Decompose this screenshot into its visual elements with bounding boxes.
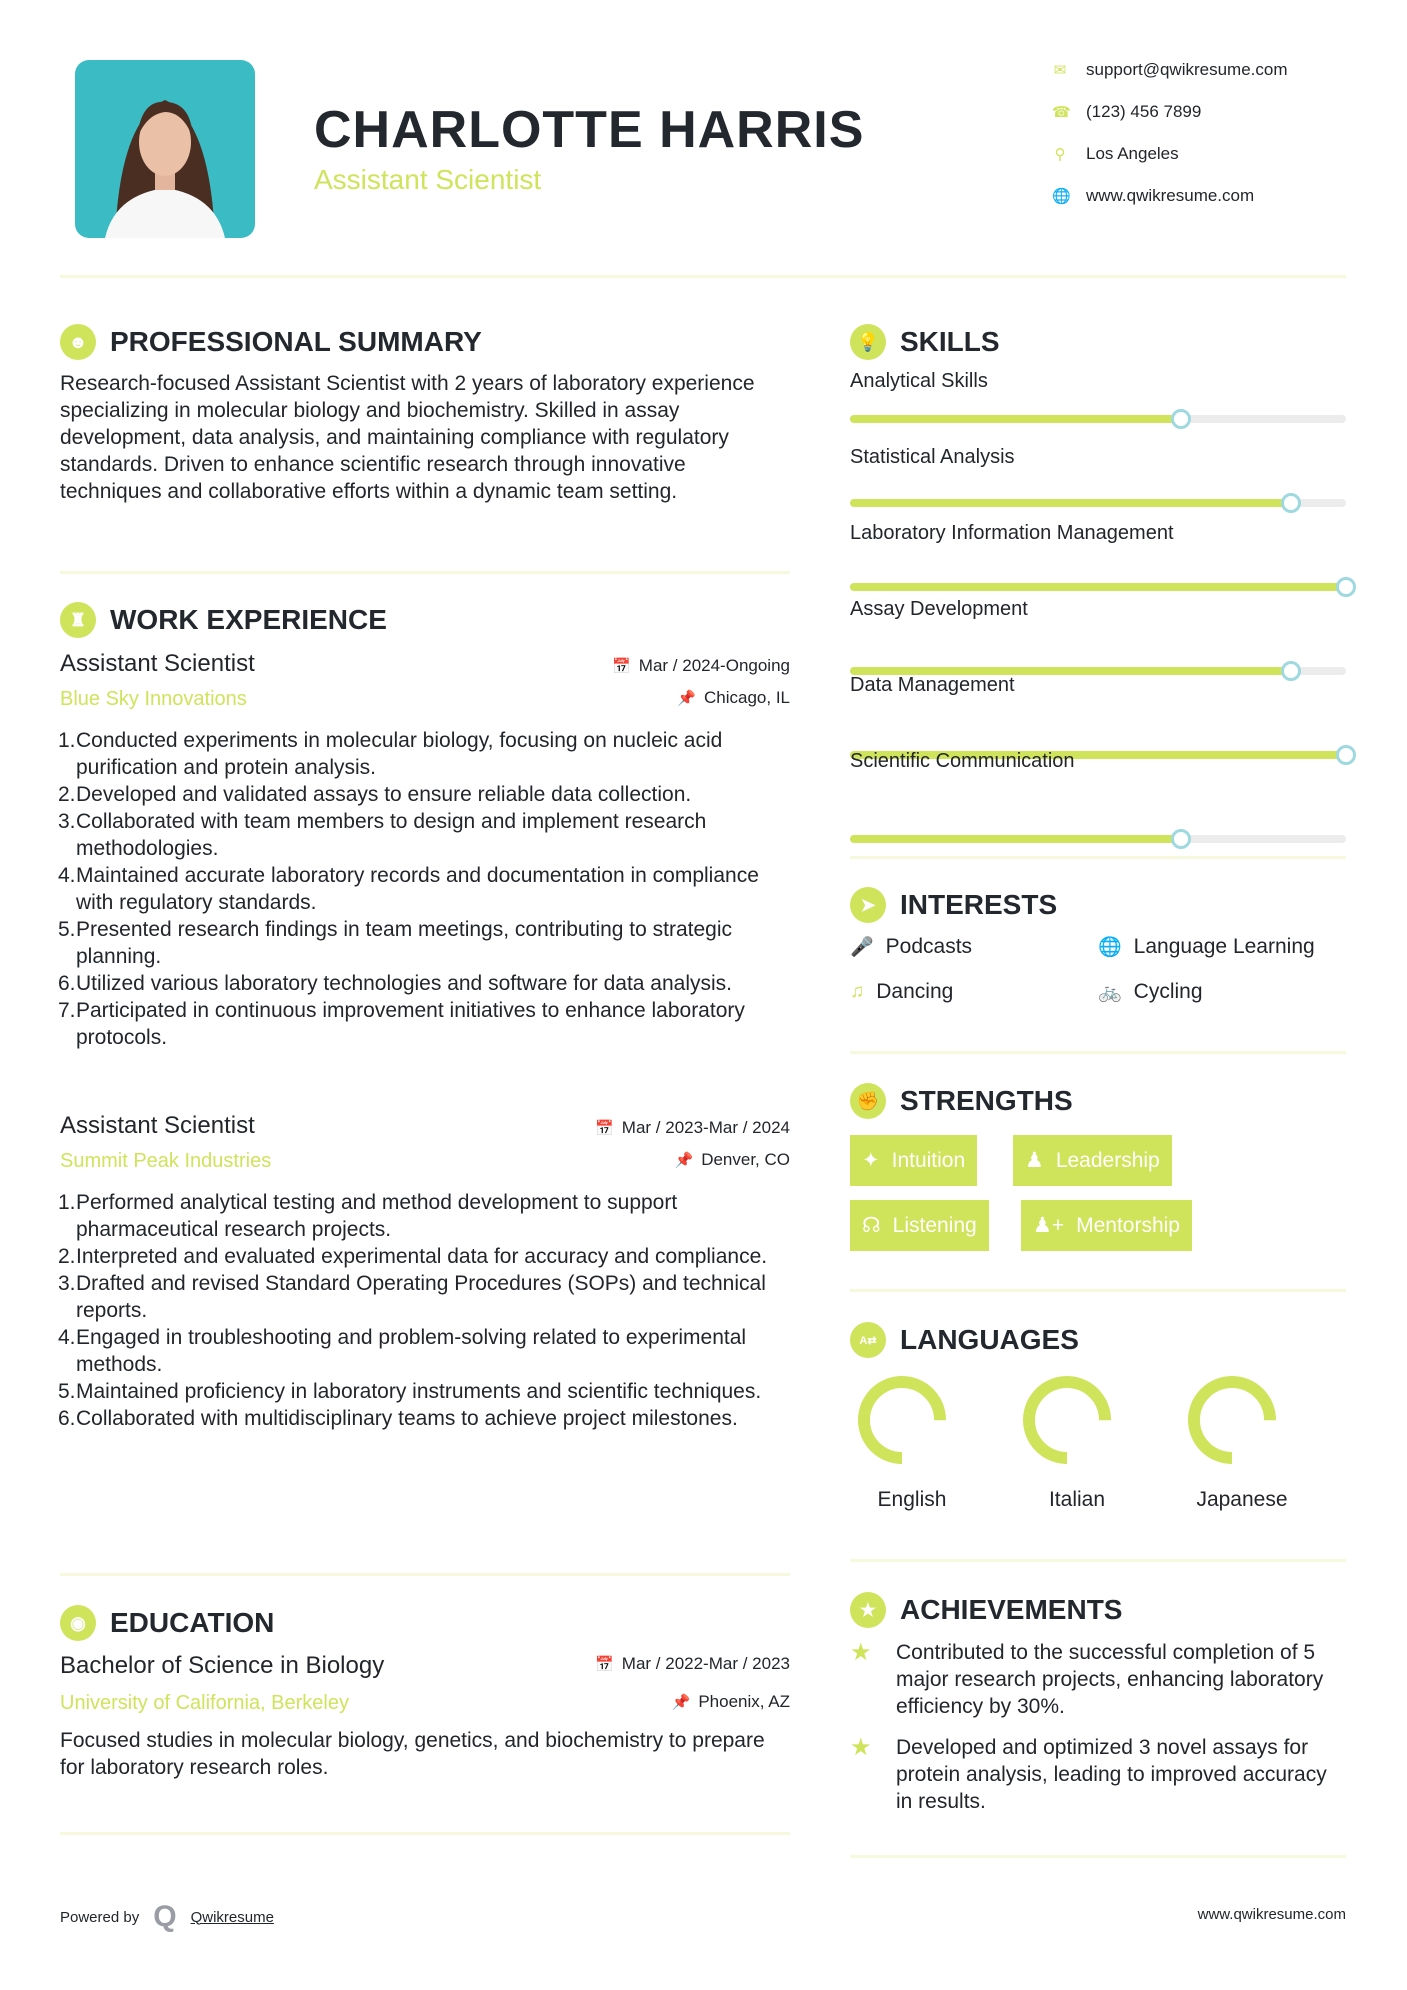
contact-item[interactable]	[1052, 102, 1201, 122]
pin-icon: 📌	[677, 690, 696, 707]
language-label: English	[877, 1488, 947, 1511]
interest-item	[1098, 980, 1203, 1004]
globe-icon: 🌐	[1098, 937, 1122, 958]
section-divider	[60, 1573, 790, 1576]
skill-bar-fill	[850, 415, 1181, 423]
contact-text: www.qwikresume.com	[1086, 186, 1255, 205]
strength-chip	[1021, 1200, 1192, 1251]
magic-wand-icon: ✦	[862, 1149, 880, 1172]
skill-label: Statistical Analysis	[850, 446, 1015, 468]
lightbulb-icon: 💡	[850, 324, 886, 360]
job-title: Assistant Scientist	[60, 1112, 255, 1139]
user-icon: ☻	[60, 324, 96, 360]
strength-label: Leadership	[1055, 1148, 1160, 1172]
job-location-text: Chicago, IL	[704, 688, 790, 707]
music-icon: ♫	[850, 981, 865, 1002]
work-heading-text: WORK EXPERIENCE	[110, 604, 387, 635]
bullet-text: Interpreted and evaluated experimental data for accuracy and compliance.	[76, 1245, 768, 1268]
star-icon: ★	[850, 1734, 872, 1761]
contact-item[interactable]	[1052, 186, 1254, 206]
contact-text: (123) 456 7899	[1086, 102, 1202, 121]
list-item	[58, 1243, 798, 1270]
skill-bar-fill	[850, 499, 1291, 507]
list-item	[58, 1405, 798, 1432]
fist-icon: ✊	[850, 1083, 886, 1119]
contact-item[interactable]	[1052, 144, 1179, 164]
interest-label: Podcasts	[885, 935, 973, 958]
list-item	[58, 727, 798, 781]
bullet-text: Maintained proficiency in laboratory instruments and scientific techniques.	[76, 1380, 762, 1403]
language-ring-arc	[1194, 1382, 1270, 1458]
interest-label: Dancing	[876, 980, 954, 1003]
section-divider	[60, 571, 790, 574]
bullet-text: Presented research findings in team meetings, contributing to strategic planning.	[76, 918, 733, 968]
list-number: 7.	[58, 999, 76, 1022]
skill-label: Assay Development	[850, 598, 1028, 620]
candidate-name: CHARLOTTE HARRIS	[314, 101, 865, 159]
list-number: 4.	[58, 1326, 76, 1349]
achievement-text: Developed and optimized 3 novel assays for protein analysis, leading to improved accuracy in results.	[896, 1736, 1327, 1813]
strength-chip	[850, 1200, 989, 1251]
header-divider	[60, 275, 1346, 278]
education-dates-text: Mar / 2022-Mar / 2023	[621, 1654, 790, 1673]
list-number: 3.	[58, 1272, 76, 1295]
job-dates	[595, 1118, 790, 1138]
skill-bar-thumb	[1281, 493, 1301, 513]
skill-bar	[850, 583, 1346, 591]
strength-label: Intuition	[891, 1148, 966, 1172]
skill-bar	[850, 835, 1346, 843]
job-dates-text: Mar / 2023-Mar / 2024	[621, 1118, 790, 1137]
candidate-title: Assistant Scientist	[314, 164, 542, 195]
section-divider	[850, 1559, 1346, 1562]
skill-label: Laboratory Information Management	[850, 522, 1174, 544]
graduation-icon: ◉	[60, 1605, 96, 1641]
bullet-text: Engaged in troubleshooting and problem-solving related to experimental methods.	[76, 1326, 747, 1376]
skill-label: Data Management	[850, 674, 1015, 696]
phone-icon: ☎	[1052, 104, 1071, 121]
summary-heading	[60, 324, 482, 360]
strength-label: Mentorship	[1076, 1213, 1180, 1237]
interest-item	[1098, 935, 1315, 959]
bullet-text: Developed and validated assays to ensure reliable data collection.	[76, 783, 692, 806]
microphone-icon: 🎤	[850, 937, 874, 958]
languages-heading	[850, 1322, 1079, 1358]
languages-heading-text: LANGUAGES	[900, 1324, 1079, 1355]
calendar-icon: 📅	[595, 1120, 614, 1137]
contact-item[interactable]	[1052, 60, 1288, 80]
bullet-text: Conducted experiments in molecular biology, focusing on nucleic acid purification and protein analysis.	[76, 729, 723, 779]
pin-icon: 📌	[674, 1152, 694, 1169]
section-divider	[850, 1051, 1346, 1054]
strength-label: Listening	[892, 1213, 977, 1237]
powered-by-label: Powered by	[60, 1908, 140, 1926]
language-ring-arc	[1029, 1382, 1105, 1458]
job-dates	[612, 656, 790, 676]
skill-bar-fill	[850, 583, 1346, 591]
envelope-icon: ✉	[1053, 62, 1067, 79]
company-name: Summit Peak Industries	[60, 1150, 272, 1172]
bicycle-icon: 🚲	[1098, 982, 1122, 1003]
language-ring	[852, 1370, 952, 1470]
calendar-icon: 📅	[595, 1656, 614, 1673]
interest-item	[850, 980, 953, 1004]
list-item	[58, 808, 798, 862]
work-heading	[60, 602, 387, 638]
interest-item	[850, 935, 972, 959]
list-item	[58, 970, 798, 997]
qwikresume-logo-icon: Q	[153, 1900, 177, 1933]
job-bullets	[58, 727, 798, 1051]
interest-label: Language Learning	[1133, 935, 1315, 958]
education-location-text: Phoenix, AZ	[698, 1692, 790, 1711]
bullet-text: Collaborated with team members to design and implement research methodologies.	[76, 810, 707, 860]
job-title: Assistant Scientist	[60, 650, 255, 677]
strengths-heading	[850, 1083, 1073, 1119]
list-number: 1.	[58, 729, 76, 752]
list-number: 2.	[58, 783, 76, 806]
contact-text: support@qwikresume.com	[1086, 60, 1288, 79]
summary-text: Research-focused Assistant Scientist with 2 years of laboratory experience specializing in molecular biology and biochemistry. Skilled in assay development, data analysis, and maintaining compliance with regulatory standards. Driven to enhance scientific research through innovative techniques and collaborative efforts within a dynamic team setting.	[60, 372, 755, 503]
education-location	[672, 1692, 790, 1712]
job-bullets	[58, 1189, 798, 1432]
section-divider	[60, 1832, 790, 1835]
education-heading	[60, 1605, 274, 1641]
language-label: Japanese	[1196, 1488, 1288, 1511]
language-ring-arc	[864, 1382, 940, 1458]
headphones-icon: ☊	[862, 1214, 881, 1237]
globe-icon: 🌐	[1052, 188, 1071, 205]
list-number: 4.	[58, 864, 76, 887]
strength-chip	[850, 1135, 977, 1186]
skill-bar	[850, 415, 1346, 423]
office-chair-icon: ♜	[60, 602, 96, 638]
star-badge-icon: ★	[850, 1592, 886, 1628]
qwikresume-link[interactable]: Qwikresume	[190, 1908, 274, 1926]
map-pin-icon: ⚲	[1054, 146, 1066, 163]
list-item	[58, 916, 798, 970]
company-name: Blue Sky Innovations	[60, 688, 247, 710]
list-item	[58, 997, 798, 1051]
education-text: Focused studies in molecular biology, genetics, and biochemistry to prepare for laboratory research roles.	[60, 1729, 765, 1779]
skill-bar-thumb	[1171, 409, 1191, 429]
skill-bar	[850, 499, 1346, 507]
bullet-text: Collaborated with multidisciplinary teams to achieve project milestones.	[76, 1407, 738, 1430]
section-divider	[850, 856, 1346, 859]
star-icon: ★	[850, 1639, 872, 1666]
interests-heading-text: INTERESTS	[900, 889, 1058, 920]
strength-chip	[1013, 1135, 1172, 1186]
list-item	[58, 1270, 798, 1324]
summary-heading-text: PROFESSIONAL SUMMARY	[110, 326, 482, 357]
achievements-heading-text: ACHIEVEMENTS	[900, 1594, 1123, 1625]
school: University of California, Berkeley	[60, 1692, 349, 1714]
skill-bar-fill	[850, 835, 1181, 843]
list-item	[58, 1324, 798, 1378]
list-number: 3.	[58, 810, 76, 833]
list-number: 6.	[58, 972, 76, 995]
language-label: Italian	[1048, 1488, 1106, 1511]
list-item	[58, 1378, 798, 1405]
strengths-heading-text: STRENGTHS	[900, 1085, 1073, 1116]
users-icon: ♟	[1025, 1149, 1044, 1172]
list-item	[58, 1189, 798, 1243]
footer-powered	[60, 1900, 274, 1934]
skill-label: Scientific Communication	[850, 750, 1075, 772]
paper-plane-icon: ➤	[850, 887, 886, 923]
achievement-text: Contributed to the successful completion of 5 major research projects, enhancing laboratory efficiency by 30%.	[896, 1641, 1324, 1718]
section-divider	[850, 1855, 1346, 1858]
contact-text: Los Angeles	[1086, 144, 1179, 163]
list-number: 5.	[58, 918, 76, 941]
list-number: 2.	[58, 1245, 76, 1268]
achievement-item	[850, 1639, 1340, 1720]
list-number: 5.	[58, 1380, 76, 1403]
education-heading-text: EDUCATION	[110, 1607, 275, 1638]
bullet-text: Drafted and revised Standard Operating Procedures (SOPs) and technical reports.	[76, 1272, 766, 1322]
job-location	[675, 1150, 791, 1170]
skills-heading	[850, 324, 1000, 360]
list-number: 1.	[58, 1191, 76, 1214]
language-icon: A⇄	[850, 1322, 886, 1358]
list-item	[58, 781, 798, 808]
list-item	[58, 862, 798, 916]
bullet-text: Participated in continuous improvement initiatives to enhance laboratory protocols.	[76, 999, 745, 1049]
education-dates	[595, 1654, 790, 1674]
skill-bar-thumb	[1171, 829, 1191, 849]
degree: Bachelor of Science in Biology	[60, 1652, 385, 1679]
achievements-heading	[850, 1592, 1122, 1628]
language-ring	[1017, 1370, 1117, 1470]
pin-icon: 📌	[671, 1694, 691, 1711]
bullet-text: Utilized various laboratory technologies and software for data analysis.	[76, 972, 733, 995]
language-ring	[1182, 1370, 1282, 1470]
footer-website[interactable]: www.qwikresume.com	[1197, 1906, 1346, 1923]
profile-photo	[75, 60, 255, 238]
section-divider	[850, 1289, 1346, 1292]
bullet-text: Maintained accurate laboratory records and documentation in compliance with regulatory standards.	[76, 864, 759, 914]
skill-bar-thumb	[1336, 577, 1356, 597]
calendar-icon: 📅	[612, 658, 631, 675]
achievement-item	[850, 1734, 1340, 1815]
skill-bar-thumb	[1336, 745, 1356, 765]
skill-bar-thumb	[1281, 661, 1301, 681]
job-location-text: Denver, CO	[701, 1150, 790, 1169]
user-plus-icon: ♟+	[1033, 1214, 1065, 1237]
skills-heading-text: SKILLS	[900, 326, 1000, 357]
interest-label: Cycling	[1133, 980, 1203, 1003]
interests-heading	[850, 887, 1057, 923]
bullet-text: Performed analytical testing and method development to support pharmaceutical research projects.	[76, 1191, 678, 1241]
job-dates-text: Mar / 2024-Ongoing	[638, 656, 790, 675]
job-location	[677, 688, 790, 708]
list-number: 6.	[58, 1407, 76, 1430]
skill-label: Analytical Skills	[850, 370, 988, 392]
